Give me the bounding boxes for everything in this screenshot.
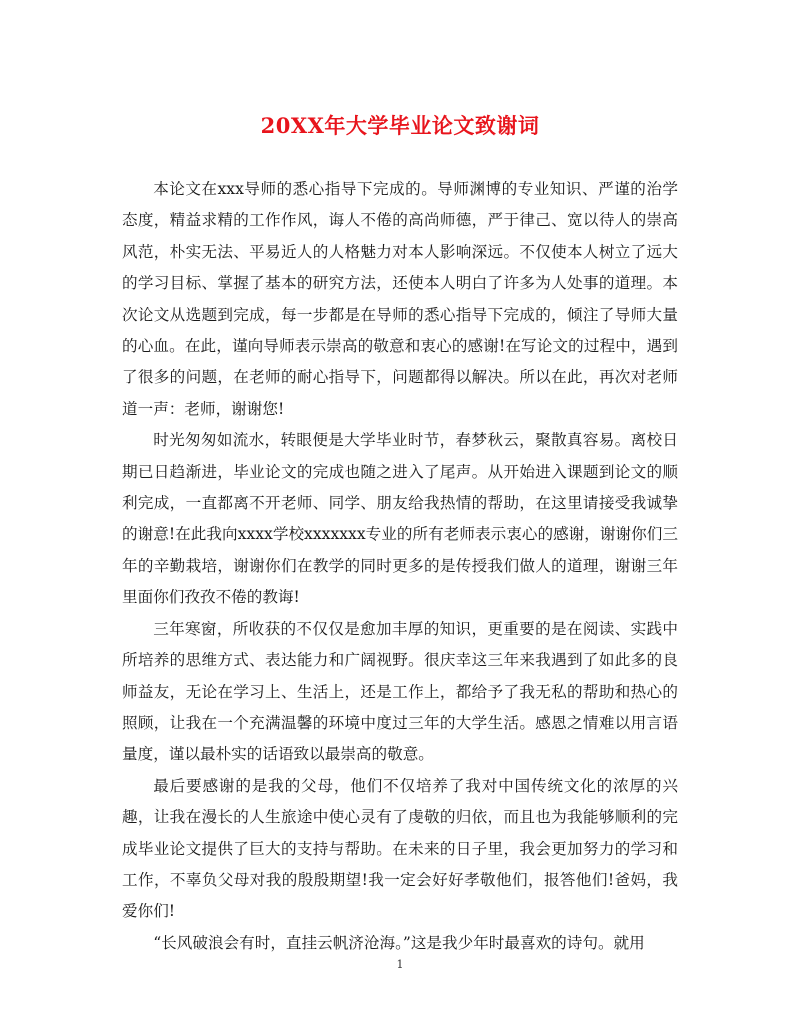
paragraph-parents-thanks: 最后要感谢的是我的父母，他们不仅培养了我对中国传统文化的浓厚的兴趣，让我在漫长的人生旅途中使心灵有了虔敬的归依，而且也为我能够顺利的完成毕业论文提供了巨大的支持与帮助。在未来的日子里，我会更加努力的学习和工作，不辜负父母对我的殷殷期望!我一定会好好孝敬他们，报答他们!爸妈，我爱你们! (122, 776, 678, 921)
page-number: 1 (396, 958, 404, 971)
paragraph-poem-quote: “长风破浪会有时，直挂云帆济沧海。”这是我少年时最喜欢的诗句。就用 (153, 933, 645, 952)
document-title: 20XX年大学毕业论文致谢词 (260, 113, 540, 138)
document-body (122, 174, 678, 959)
paragraph-friends-thanks: 三年寒窗，所收获的不仅仅是愈加丰厚的知识，更重要的是在阅读、实践中所培养的思维方式、表达能力和广阔视野。很庆幸这三年来我遇到了如此多的良师益友，无论在学习上、生活上，还是工作上，都给予了我无私的帮助和热心的照顾，让我在一个充满温馨的环境中度过三年的大学生活。感恩之情难以用言语量度，谨以最朴实的话语致以最崇高的敬意。 (122, 619, 678, 764)
paragraph-teachers-thanks: 时光匆匆如流水，转眼便是大学毕业时节，春梦秋云，聚散真容易。离校日期已日趋渐进，毕业论文的完成也随之进入了尾声。从开始进入课题到论文的顺利完成，一直都离不开老师、同学、朋友给我热情的帮助，在这里请接受我诚挚的谢意!在此我向xxxx学校xxxxxxx专业的所有老师表示衷心的感谢，谢谢你们三年的辛勤栽培，谢谢你们在教学的同时更多的是传授我们做人的道理，谢谢三年里面你们孜孜不倦的教诲! (122, 431, 678, 607)
paragraph-advisor-thanks: 本论文在xxx导师的悉心指导下完成的。导师渊博的专业知识、严谨的治学态度，精益求精的工作作风，诲人不倦的高尚师德，严于律己、宽以待人的崇高风范，朴实无法、平易近人的人格魅力对本人影响深远。不仅使本人树立了远大的学习目标、掌握了基本的研究方法，还使本人明白了许多为人处事的道理。本次论文从选题到完成，每一步都是在导师的悉心指导下完成的，倾注了导师大量的心血。在此，谨向导师表示崇高的敬意和衷心的感谢!在写论文的过程中，遇到了很多的问题，在老师的耐心指导下，问题都得以解决。所以在此，再次对老师道一声：老师，谢谢您! (122, 180, 678, 418)
